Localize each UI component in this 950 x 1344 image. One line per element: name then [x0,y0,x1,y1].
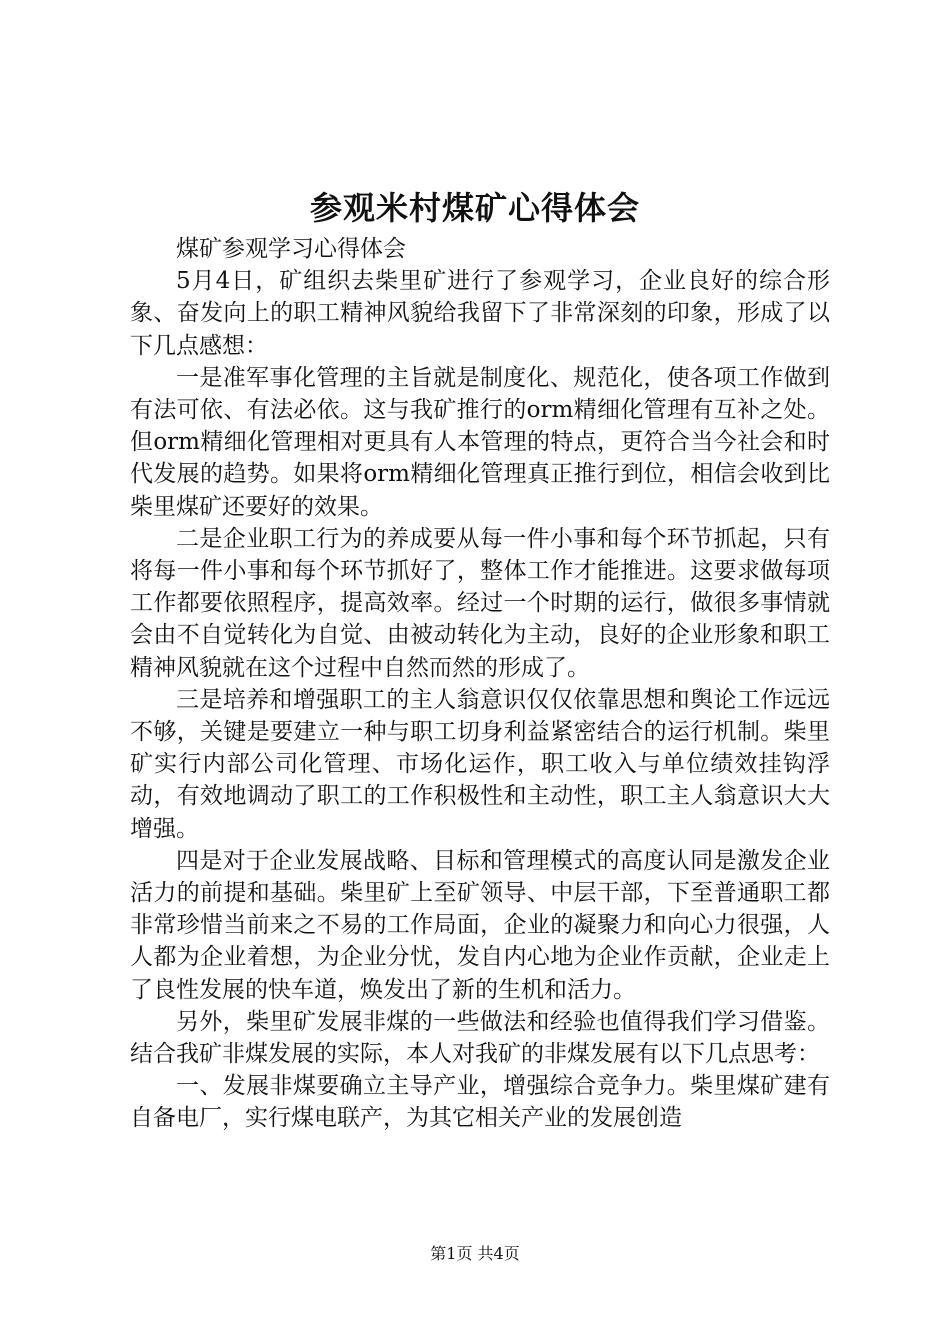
paragraph-intro: 5月4日，矿组织去柴里矿进行了参观学习，企业良好的综合形象、奋发向上的职工精神风貌给我留下了非常深刻的印象，形成了以下几点感想： [130,268,830,359]
document-title: 参观米村煤矿心得体会 [309,189,640,227]
paragraph-thought-1: 一、发展非煤要确立主导产业，增强综合竞争力。柴里煤矿建有自备电厂，实行煤电联产，为其它相关产业的发展创造 [130,1073,830,1132]
paragraph-point-4: 四是对于企业发展战略、目标和管理模式的高度认同是激发企业活力的前提和基础。柴里矿上至矿领导、中层干部，下至普通职工都非常珍惜当前来之不易的工作局面，企业的凝聚力和向心力很强，人人都为企业着想，为企业分忧，发自内心地为企业作贡献，企业走上了良性发展的快车道，焕发出了新的生机和活力。 [130,847,830,1003]
paragraph-point-3: 三是培养和增强职工的主人翁意识仅仅依靠思想和舆论工作远远不够，关键是要建立一种与职工切身利益紧密结合的运行机制。柴里矿实行内部公司化管理、市场化运作，职工收入与单位绩效挂钩浮动，有效地调动了职工的工作积极性和主动性，职工主人翁意识大大增强。 [130,686,830,842]
document-body [130,233,830,1135]
page-footer: 第1页 共4页 [430,1244,520,1263]
paragraph-point-2: 二是企业职工行为的养成要从每一件小事和每个环节抓起，只有将每一件小事和每个环节抓好了，整体工作才能推进。这要求做每项工作都要依照程序，提高效率。经过一个时期的运行，做很多事情就会由不自觉转化为自觉、由被动转化为主动，良好的企业形象和职工精神风貌就在这个过程中自然而然的形成了。 [130,525,830,681]
paragraph-additional: 另外，柴里矿发展非煤的一些做法和经验也值得我们学习借鉴。结合我矿非煤发展的实际，本人对我矿的非煤发展有以下几点思考： [130,1008,830,1068]
paragraph-subtitle: 煤矿参观学习心得体会 [176,236,406,262]
paragraph-point-1: 一是准军事化管理的主旨就是制度化、规范化，使各项工作做到有法可依、有法必依。这与我矿推行的orm精细化管理有互补之处。但orm精细化管理相对更具有人本管理的特点，更符合当今社会和时代发展的趋势。如果将orm精细化管理真正推行到位，相信会收到比柴里煤矿还要好的效果。 [130,364,830,520]
